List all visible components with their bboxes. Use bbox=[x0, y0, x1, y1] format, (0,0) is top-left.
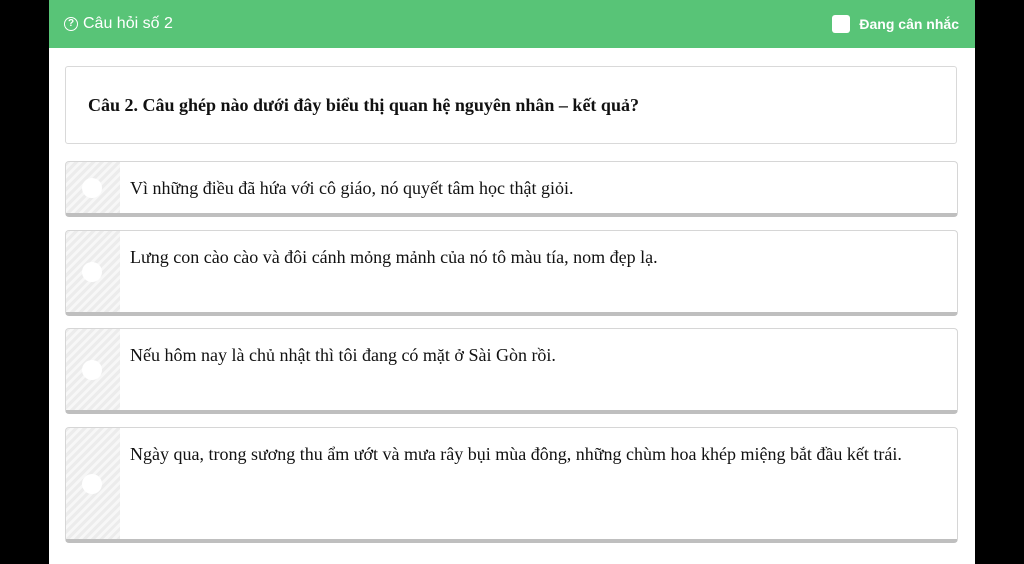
checkbox-icon[interactable] bbox=[832, 15, 850, 33]
answer-option-4[interactable] bbox=[65, 427, 958, 543]
question-circle-icon: ? bbox=[64, 17, 78, 31]
radio-circle-icon[interactable] bbox=[82, 262, 102, 282]
option-radio-column bbox=[66, 428, 120, 539]
radio-circle-icon[interactable] bbox=[82, 178, 102, 198]
radio-circle-icon[interactable] bbox=[82, 360, 102, 380]
radio-circle-icon[interactable] bbox=[82, 474, 102, 494]
question-text: Câu 2. Câu ghép nào dưới đây biểu thị quan hệ nguyên nhân – kết quả? bbox=[88, 94, 639, 115]
option-text: Vì những điều đã hứa với cô giáo, nó quyết tâm học thật giỏi. bbox=[130, 178, 574, 198]
option-radio-column bbox=[66, 231, 120, 312]
option-text: Ngày qua, trong sương thu ẩm ướt và mưa rây bụi mùa đông, những chùm hoa khép miệng bắt đầu kết trái. bbox=[130, 444, 902, 464]
answer-option-2[interactable] bbox=[65, 230, 958, 316]
quiz-panel bbox=[49, 0, 975, 564]
answer-option-3[interactable] bbox=[65, 328, 958, 414]
question-text-box bbox=[65, 66, 957, 144]
question-number bbox=[64, 15, 173, 33]
answer-option-1[interactable] bbox=[65, 161, 958, 217]
option-text: Nếu hôm nay là chủ nhật thì tôi đang có mặt ở Sài Gòn rồi. bbox=[130, 345, 556, 365]
question-header bbox=[49, 0, 975, 48]
considering-toggle[interactable] bbox=[832, 15, 959, 33]
considering-label: Đang cân nhắc bbox=[859, 16, 959, 32]
option-text: Lưng con cào cào và đôi cánh mỏng mảnh của nó tô màu tía, nom đẹp lạ. bbox=[130, 247, 658, 267]
option-radio-column bbox=[66, 329, 120, 410]
option-radio-column bbox=[66, 162, 120, 213]
question-number-label: Câu hỏi số 2 bbox=[83, 15, 173, 32]
